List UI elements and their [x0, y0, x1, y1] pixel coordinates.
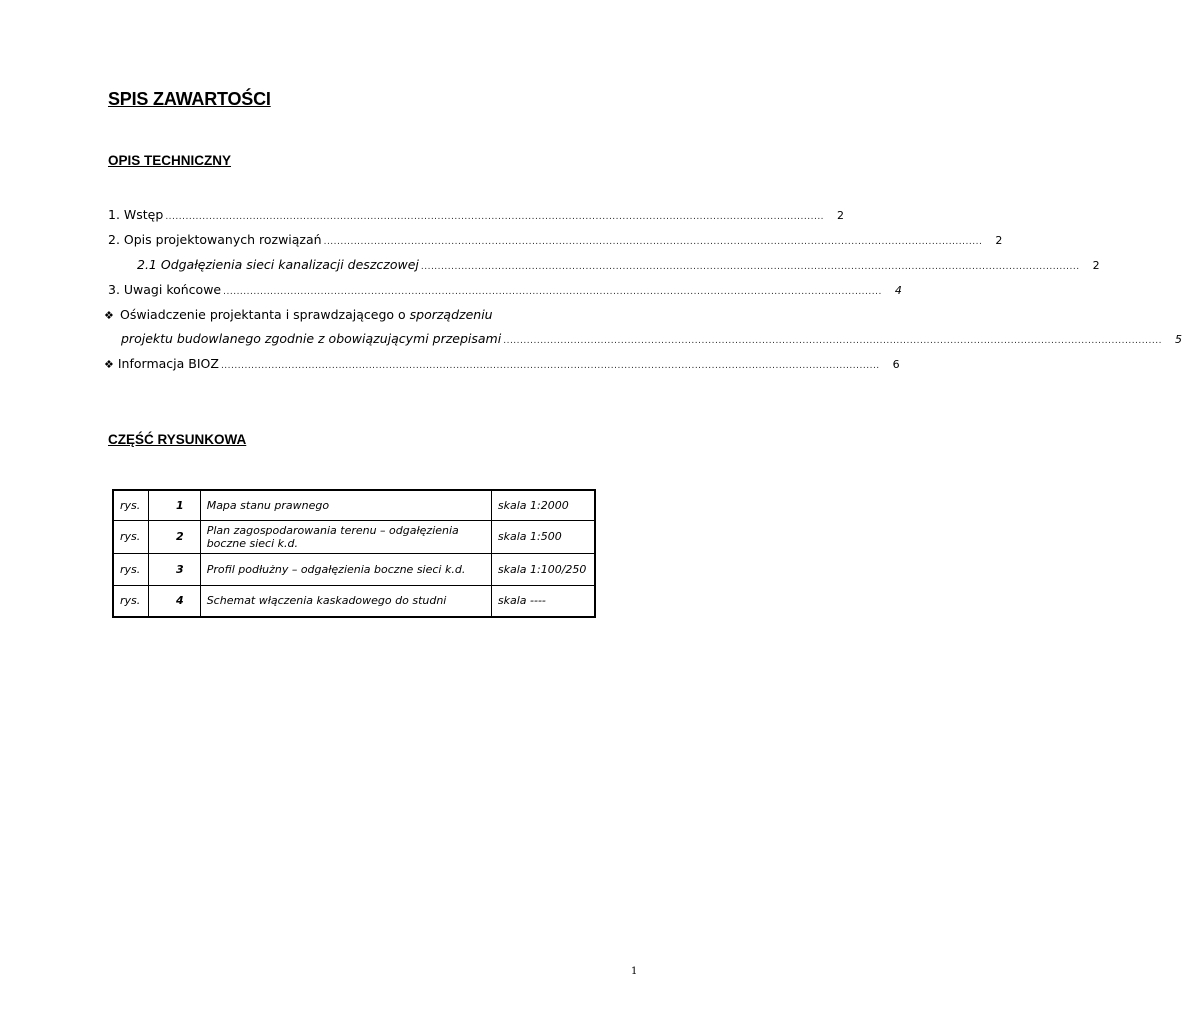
drawing-prefix: rys.: [113, 585, 148, 617]
drawing-number: 3: [148, 553, 200, 585]
table-row: [113, 553, 595, 585]
toc-item-page: 2: [837, 209, 845, 222]
section-heading-opis: OPIS TECHNICZNY: [108, 153, 232, 168]
section-heading-rysunkowa: CZĘŚĆ RYSUNKOWA: [108, 432, 247, 447]
drawing-number: 1: [148, 490, 200, 520]
toc-item-opis: [108, 232, 1003, 247]
drawing-scale: skala 1:2000: [491, 490, 595, 520]
drawing-scale: skala ----: [491, 585, 595, 617]
toc-leader-dots: ....................................................................................................................................................................................................: [503, 336, 1162, 346]
toc-leader-dots: ....................................................................................................................................................................................................: [323, 237, 983, 247]
toc-item-page: 5: [1174, 333, 1182, 346]
toc-item-label: 3. Uwagi końcowe: [108, 282, 222, 297]
drawing-title: Schemat włączenia kaskadowego do studni: [200, 585, 491, 617]
toc-item-label-italic: sporządzeniu: [409, 307, 493, 322]
drawing-prefix: rys.: [113, 490, 148, 520]
toc-item-odgalezienia: [137, 257, 1100, 272]
toc-item-wstep: [108, 207, 845, 222]
drawing-prefix: rys.: [113, 553, 148, 585]
drawing-title: Mapa stanu prawnego: [200, 490, 491, 520]
drawing-scale: skala 1:500: [491, 520, 595, 553]
document-title: SPIS ZAWARTOŚCI: [108, 89, 271, 109]
page-number: 1: [631, 966, 638, 977]
toc-leader-dots: ....................................................................................................................................................................................................: [165, 212, 825, 222]
toc-leader-dots: ....................................................................................................................................................................................................: [420, 262, 1080, 272]
toc-item-page: 2: [1092, 259, 1100, 272]
toc-item-uwagi: [108, 282, 902, 297]
toc-item-label: 2. Opis projektowanych rozwiązań: [108, 232, 322, 247]
table-row: [113, 490, 595, 520]
toc-item-oswiadczenie: [104, 307, 493, 322]
table-row: [113, 585, 595, 617]
toc-leader-dots: ....................................................................................................................................................................................................: [220, 361, 880, 371]
drawing-title: Profil podłużny – odgałęzienia boczne sieci k.d.: [200, 553, 491, 585]
toc-item-label: 2.1 Odgałęzienia sieci kanalizacji deszczowej: [137, 257, 419, 272]
toc-item-page: 6: [892, 358, 900, 371]
toc-item-oswiadczenie-cont: [121, 331, 1182, 346]
drawing-scale: skala 1:100/250: [491, 553, 595, 585]
drawing-prefix: rys.: [113, 520, 148, 553]
toc-item-label: projektu budowlanego zgodnie z obowiązującymi przepisami: [121, 331, 502, 346]
drawing-number: 2: [148, 520, 200, 553]
drawings-table: [112, 489, 596, 618]
toc-item-bioz: [104, 356, 900, 371]
diamond-bullet-icon: ❖: [104, 309, 114, 322]
toc-item-page: 4: [894, 284, 902, 297]
toc-item-page: 2: [995, 234, 1003, 247]
toc-item-label: Informacja BIOZ: [117, 356, 219, 371]
toc-item-label: 1. Wstęp: [108, 207, 164, 222]
drawing-title: Plan zagospodarowania terenu – odgałęzienia boczne sieci k.d.: [200, 520, 491, 553]
diamond-bullet-icon: ❖: [104, 358, 114, 371]
table-row: [113, 520, 595, 553]
drawing-number: 4: [148, 585, 200, 617]
toc-item-label: Oświadczenie projektanta i sprawdzającego o: [120, 307, 410, 322]
toc-leader-dots: ....................................................................................................................................................................................................: [223, 287, 882, 297]
